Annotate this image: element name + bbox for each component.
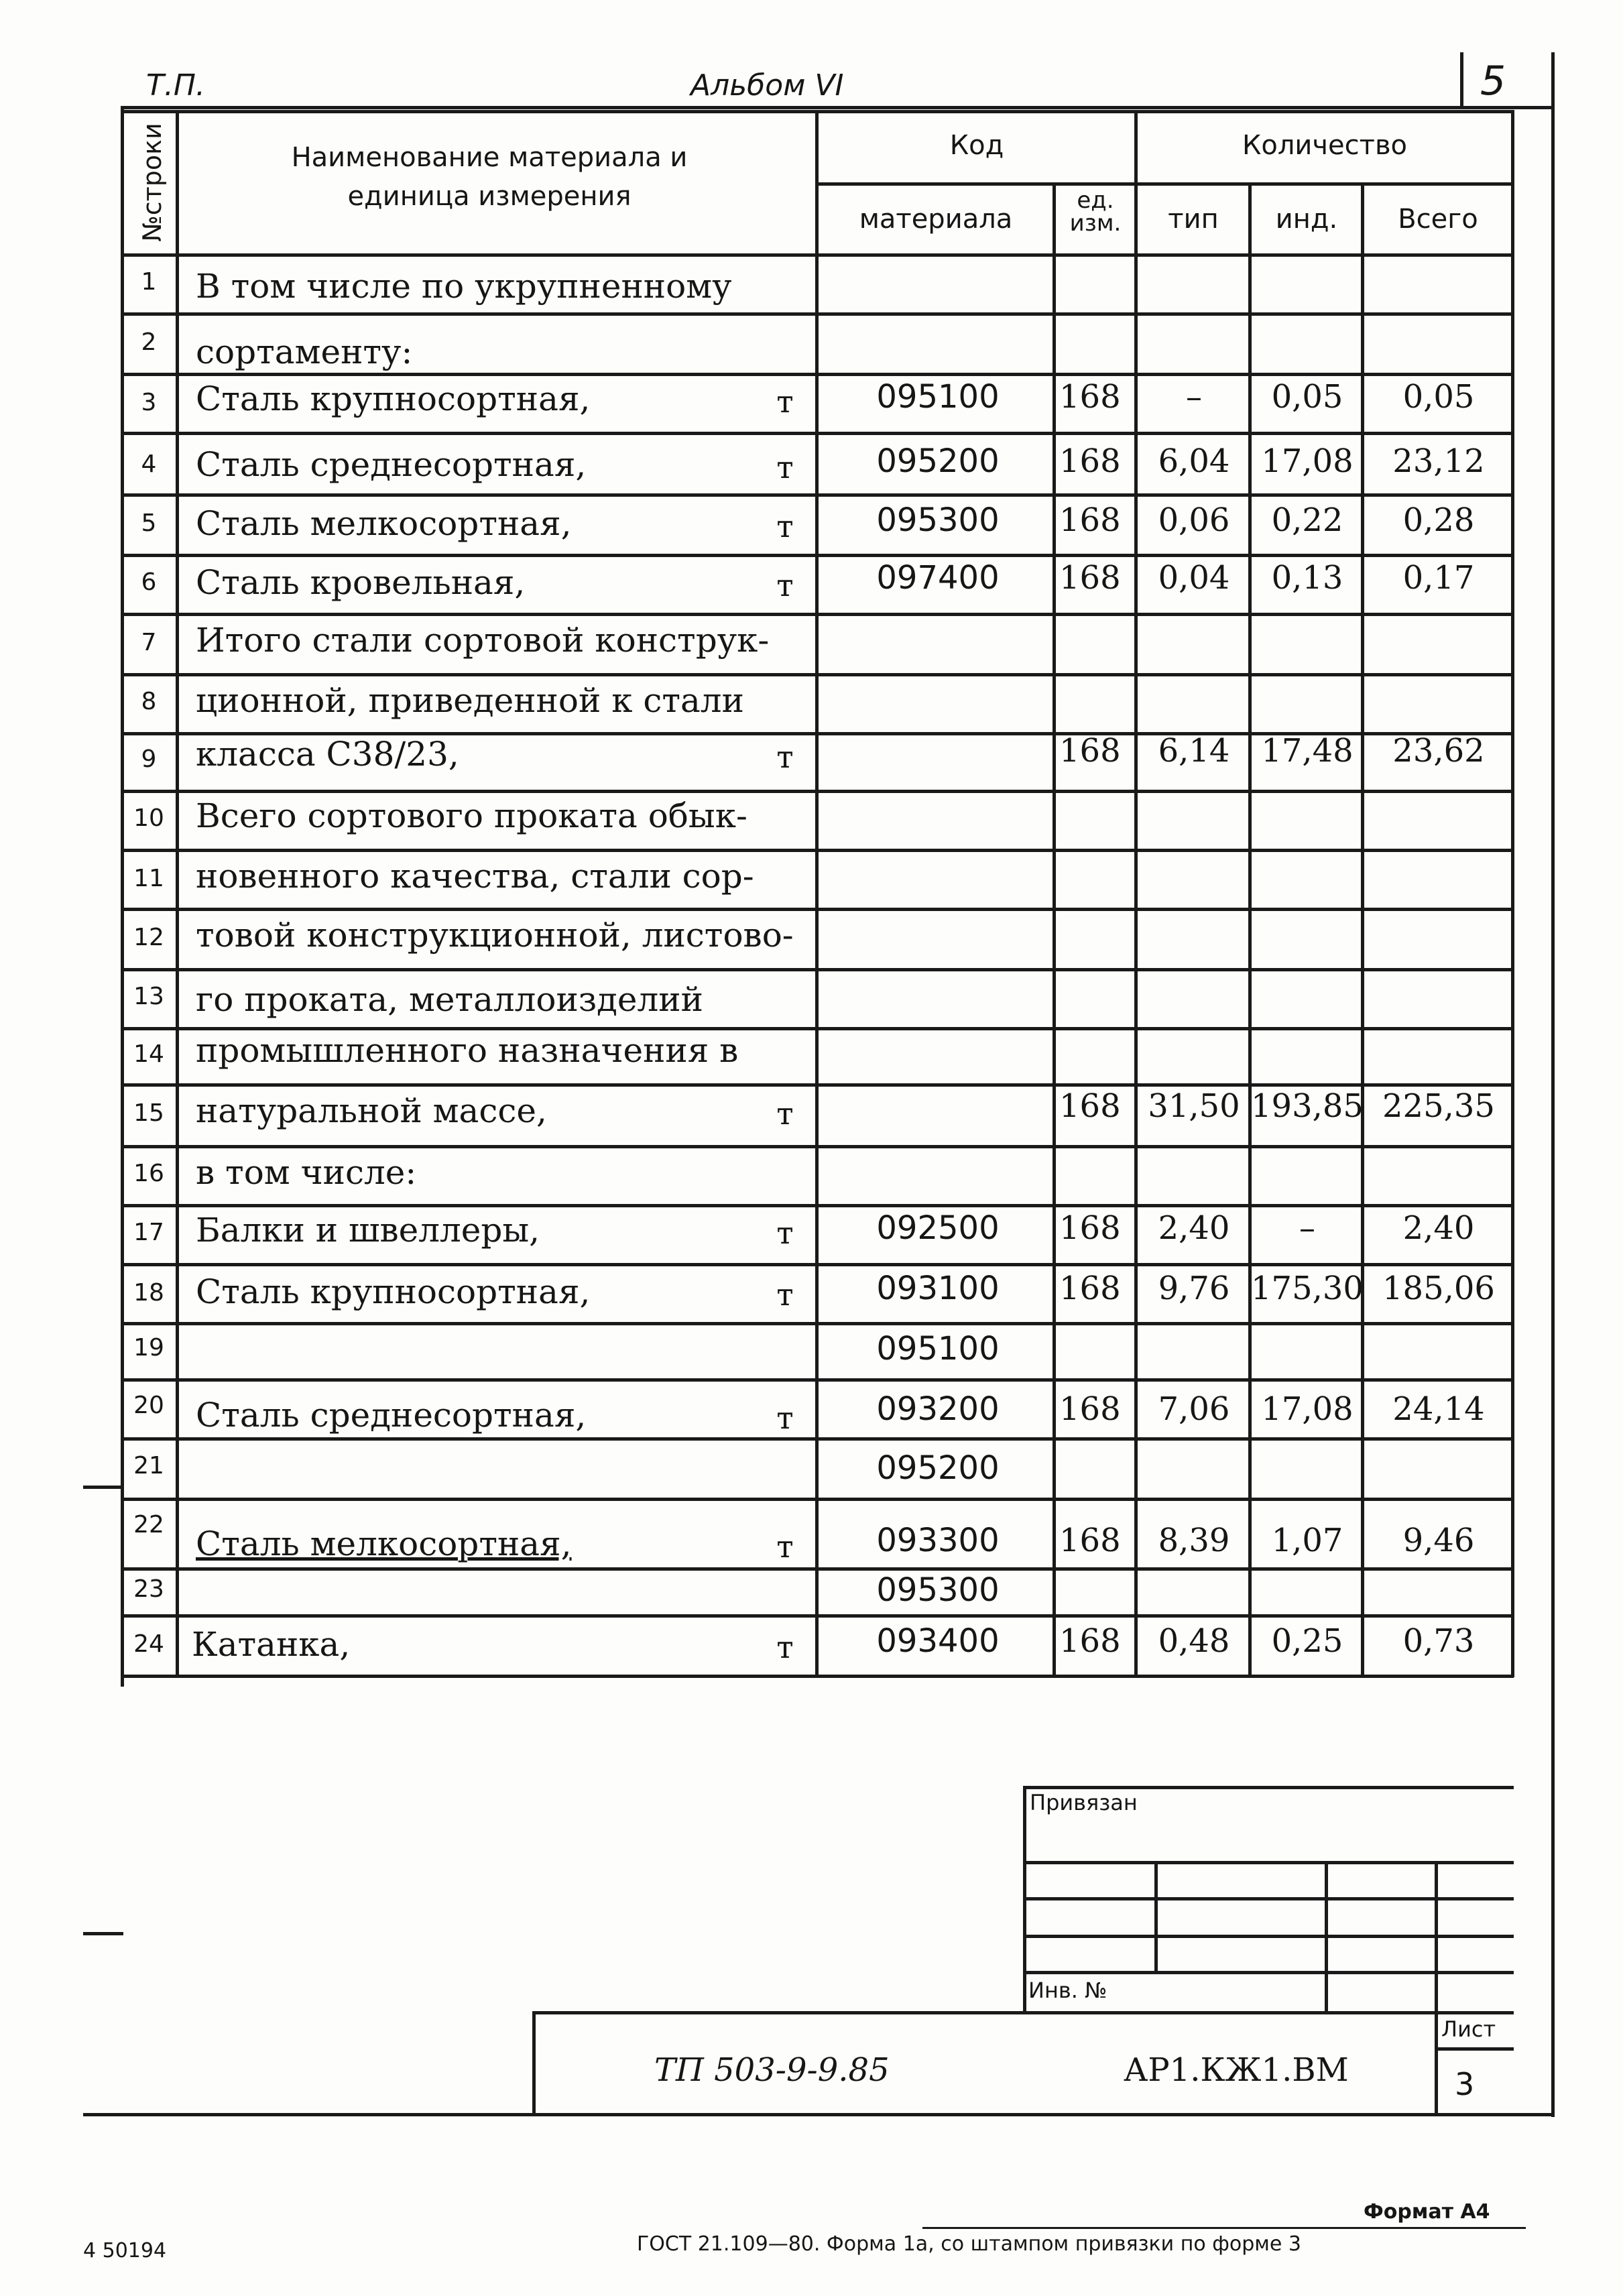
row-name: В том числе по укрупненному: [196, 267, 732, 306]
row-number: 10: [133, 804, 164, 832]
row-material-code: 095200: [876, 1449, 1000, 1487]
row-unit-code: 168: [1059, 1270, 1121, 1307]
row-qty-ind: 1,07: [1271, 1522, 1343, 1559]
table-bottom: [121, 1675, 1514, 1678]
row-number: 3: [141, 389, 157, 416]
row-name: Сталь среднесортная,: [196, 445, 587, 484]
row-sep: [121, 673, 1514, 676]
document-mark: АР1.КЖ1.ВМ: [1124, 2051, 1349, 2089]
row-name: Сталь крупносортная,: [196, 379, 591, 418]
row-name: Сталь среднесортная,: [196, 1396, 587, 1435]
row-qty-type: 0,04: [1158, 559, 1230, 597]
col-line-name: [815, 110, 819, 1677]
row-name: Итого стали сортовой конструк-: [196, 621, 770, 660]
row-name: Всего сортового проката обык-: [196, 796, 747, 835]
row-unit-label: т: [776, 449, 794, 485]
row-unit-label: т: [776, 508, 794, 544]
row-name: класса С38/23,: [196, 735, 459, 774]
stamp-grid-row: [1023, 1897, 1514, 1900]
row-number: 13: [133, 983, 164, 1010]
row-name: новенного качества, стали сор-: [196, 857, 754, 896]
row-name: Сталь мелкосортная,: [196, 504, 572, 543]
row-number: 11: [133, 865, 164, 892]
row-sep: [121, 1204, 1514, 1207]
header-row-number: №строки: [137, 123, 167, 242]
header-material: материала: [859, 204, 1013, 235]
row-number: 4: [141, 450, 157, 478]
title-block-top: [532, 2011, 1514, 2014]
row-qty-total: 0,73: [1402, 1622, 1475, 1660]
header-code: Код: [949, 130, 1004, 161]
stamp-bound-label: Привязан: [1030, 1790, 1138, 1815]
row-name: Сталь мелкосортная,: [196, 1524, 572, 1563]
row-number: 2: [141, 328, 157, 356]
row-unit-code: 168: [1059, 501, 1121, 539]
row-name: го проката, металлоизделий: [196, 980, 703, 1019]
row-material-code: 093400: [876, 1622, 1000, 1660]
header-ind: инд.: [1275, 204, 1338, 235]
stamp-inv-label: Инв. №: [1028, 1978, 1107, 2003]
title-block-left: [532, 2011, 536, 2116]
row-sep: [121, 1145, 1514, 1148]
header-unit: ед. изм.: [1069, 187, 1122, 237]
row-unit-code: 168: [1059, 559, 1121, 597]
row-qty-total: 23,62: [1392, 732, 1485, 770]
row-qty-total: 225,35: [1382, 1087, 1495, 1125]
footer-rule: [922, 2227, 1526, 2229]
album-label: Альбом VI: [690, 68, 844, 103]
row-sep: [121, 1263, 1514, 1266]
footer-left-code: 4 50194: [83, 2239, 167, 2262]
left-margin-tick-1: [83, 1486, 123, 1489]
row-sep: [121, 554, 1514, 557]
row-number: 16: [133, 1160, 164, 1187]
row-material-code: 095200: [876, 442, 1000, 480]
left-margin-tick-2: [83, 1932, 123, 1935]
row-sep: [121, 1083, 1514, 1087]
row-unit-label: т: [776, 1215, 794, 1251]
top-rule: [122, 106, 1554, 109]
row-number: 22: [133, 1511, 164, 1538]
row-name: ционной, приведенной к стали: [196, 681, 744, 720]
col-line-total: [1511, 110, 1514, 1677]
row-number: 20: [133, 1392, 164, 1419]
row-qty-type: 2,40: [1158, 1209, 1230, 1247]
row-qty-ind: –: [1299, 1209, 1315, 1247]
page-no-divider: [1460, 52, 1463, 109]
row-name: в том числе:: [196, 1153, 417, 1192]
row-qty-type: 7,06: [1158, 1390, 1230, 1428]
row-number: 5: [141, 509, 157, 537]
format-label: Формат А4: [1364, 2200, 1490, 2224]
row-unit-code: 168: [1059, 1087, 1121, 1125]
page-number: 5: [1480, 58, 1506, 105]
row-sep: [121, 493, 1514, 497]
row-number: 6: [141, 568, 157, 596]
row-sep: [121, 432, 1514, 435]
header-quantity: Количество: [1242, 130, 1407, 161]
row-qty-type: 8,39: [1158, 1522, 1230, 1559]
row-qty-ind: 17,48: [1261, 732, 1354, 770]
row-number: 1: [141, 268, 157, 296]
col-line-num: [176, 110, 179, 1677]
row-material-code: 093100: [876, 1270, 1000, 1307]
header-name: Наименование материала и единица измерения: [291, 142, 688, 212]
bottom-frame-rule: [83, 2113, 1554, 2116]
row-qty-total: 9,46: [1402, 1522, 1475, 1559]
row-number: 21: [133, 1452, 164, 1479]
stamp-grid-row: [1023, 1935, 1514, 1938]
row-qty-type: 6,04: [1158, 442, 1230, 480]
row-qty-type: 31,50: [1148, 1087, 1240, 1125]
row-sep: [121, 1498, 1514, 1501]
tp-label: Т.П.: [146, 68, 205, 103]
row-number: 9: [141, 745, 157, 773]
row-number: 7: [141, 629, 157, 656]
sheet-number: 3: [1455, 2066, 1475, 2102]
row-number: 14: [133, 1040, 164, 1068]
stamp-bound-top: [1023, 1786, 1514, 1789]
row-qty-ind: 0,22: [1271, 501, 1343, 539]
row-qty-ind: 0,25: [1271, 1622, 1343, 1660]
sheet-cell-left: [1435, 2011, 1438, 2116]
row-sep: [121, 968, 1514, 971]
row-name: промышленного назначения в: [196, 1031, 739, 1070]
row-sep: [121, 373, 1514, 376]
header-total: Всего: [1398, 204, 1478, 235]
row-qty-type: 9,76: [1158, 1270, 1230, 1307]
row-number: 23: [133, 1575, 164, 1603]
row-name: сортаменту:: [196, 333, 413, 371]
row-unit-code: 168: [1059, 1522, 1121, 1559]
row-qty-total: 0,28: [1402, 501, 1475, 539]
row-qty-total: 185,06: [1382, 1270, 1495, 1307]
row-material-code: 095100: [876, 1330, 1000, 1368]
row-number: 12: [133, 924, 164, 951]
row-unit-code: 168: [1059, 442, 1121, 480]
row-material-code: 095100: [876, 378, 1000, 416]
row-sep: [121, 1614, 1514, 1618]
row-unit-label: т: [776, 567, 794, 603]
stamp-grid-row: [1023, 1861, 1514, 1864]
row-qty-ind: 193,85: [1251, 1087, 1364, 1125]
header-type: тип: [1168, 204, 1219, 235]
row-name: натуральной массе,: [196, 1091, 547, 1130]
row-unit-label: т: [776, 1095, 794, 1132]
row-unit-code: 168: [1059, 732, 1121, 770]
row-number: 8: [141, 688, 157, 715]
row-sep: [121, 1378, 1514, 1382]
stamp-grid-col: [1435, 1861, 1438, 2014]
row-qty-type: 6,14: [1158, 732, 1230, 770]
stamp-grid-row: [1023, 1971, 1514, 1974]
row-sep: [121, 1322, 1514, 1325]
document-number: ТП 503-9-9.85: [654, 2051, 890, 2089]
row-name: Катанка,: [192, 1625, 351, 1664]
row-qty-ind: 175,30: [1251, 1270, 1364, 1307]
row-unit-code: 168: [1059, 1622, 1121, 1660]
row-unit-label: т: [776, 739, 794, 775]
row-qty-type: –: [1186, 378, 1202, 416]
gost-reference: ГОСТ 21.109—80. Форма 1а, со штампом привязки по форме 3: [637, 2232, 1301, 2256]
row-sep: [121, 1567, 1514, 1571]
row-name: Сталь крупносортная,: [196, 1272, 591, 1311]
row-sep: [121, 849, 1514, 852]
row-number: 18: [133, 1279, 164, 1307]
row-unit-label: т: [776, 1629, 794, 1665]
row-qty-total: 2,40: [1402, 1209, 1475, 1247]
row-qty-ind: 0,05: [1271, 378, 1343, 416]
row-qty-total: 23,12: [1392, 442, 1485, 480]
row-name: товой конструкционной, листово-: [196, 916, 794, 955]
row-sep: [121, 908, 1514, 911]
row-unit-code: 168: [1059, 378, 1121, 416]
row-unit-code: 168: [1059, 1209, 1121, 1247]
row-number: 24: [133, 1630, 164, 1658]
row-name: Сталь кровельная,: [196, 563, 526, 602]
row-qty-ind: 17,08: [1261, 442, 1354, 480]
row-sep: [121, 613, 1514, 616]
sheet-label: Лист: [1441, 2016, 1496, 2042]
row-qty-total: 0,17: [1402, 559, 1475, 597]
col-line-unit: [1134, 110, 1138, 1677]
row-sep: [121, 312, 1514, 316]
row-qty-ind: 17,08: [1261, 1390, 1354, 1428]
frame-right: [1551, 52, 1555, 2117]
sheet-cell-divider: [1435, 2047, 1514, 2051]
row-material-code: 095300: [876, 1571, 1000, 1609]
row-name: Балки и швеллеры,: [196, 1211, 540, 1250]
row-unit-code: 168: [1059, 1390, 1121, 1428]
row-unit-label: т: [776, 1276, 794, 1313]
row-number: 15: [133, 1099, 164, 1127]
row-qty-type: 0,06: [1158, 501, 1230, 539]
row-sep: [121, 1437, 1514, 1441]
row-material-code: 093300: [876, 1522, 1000, 1559]
row-material-code: 092500: [876, 1209, 1000, 1247]
header-subrule: [817, 182, 1514, 186]
row-qty-total: 24,14: [1392, 1390, 1485, 1428]
stamp-grid-col: [1325, 1861, 1328, 2014]
row-number: 17: [133, 1219, 164, 1246]
row-number: 19: [133, 1334, 164, 1362]
row-unit-label: т: [776, 1400, 794, 1436]
row-material-code: 093200: [876, 1390, 1000, 1428]
row-unit-label: т: [776, 383, 794, 420]
row-material-code: 095300: [876, 501, 1000, 539]
stamp-grid-col: [1154, 1861, 1158, 1974]
row-sep: [121, 1027, 1514, 1030]
row-sep: [121, 790, 1514, 793]
row-unit-label: т: [776, 1528, 794, 1565]
row-material-code: 097400: [876, 559, 1000, 597]
row-qty-type: 0,48: [1158, 1622, 1230, 1660]
row-qty-total: 0,05: [1402, 378, 1475, 416]
row-qty-ind: 0,13: [1271, 559, 1343, 597]
